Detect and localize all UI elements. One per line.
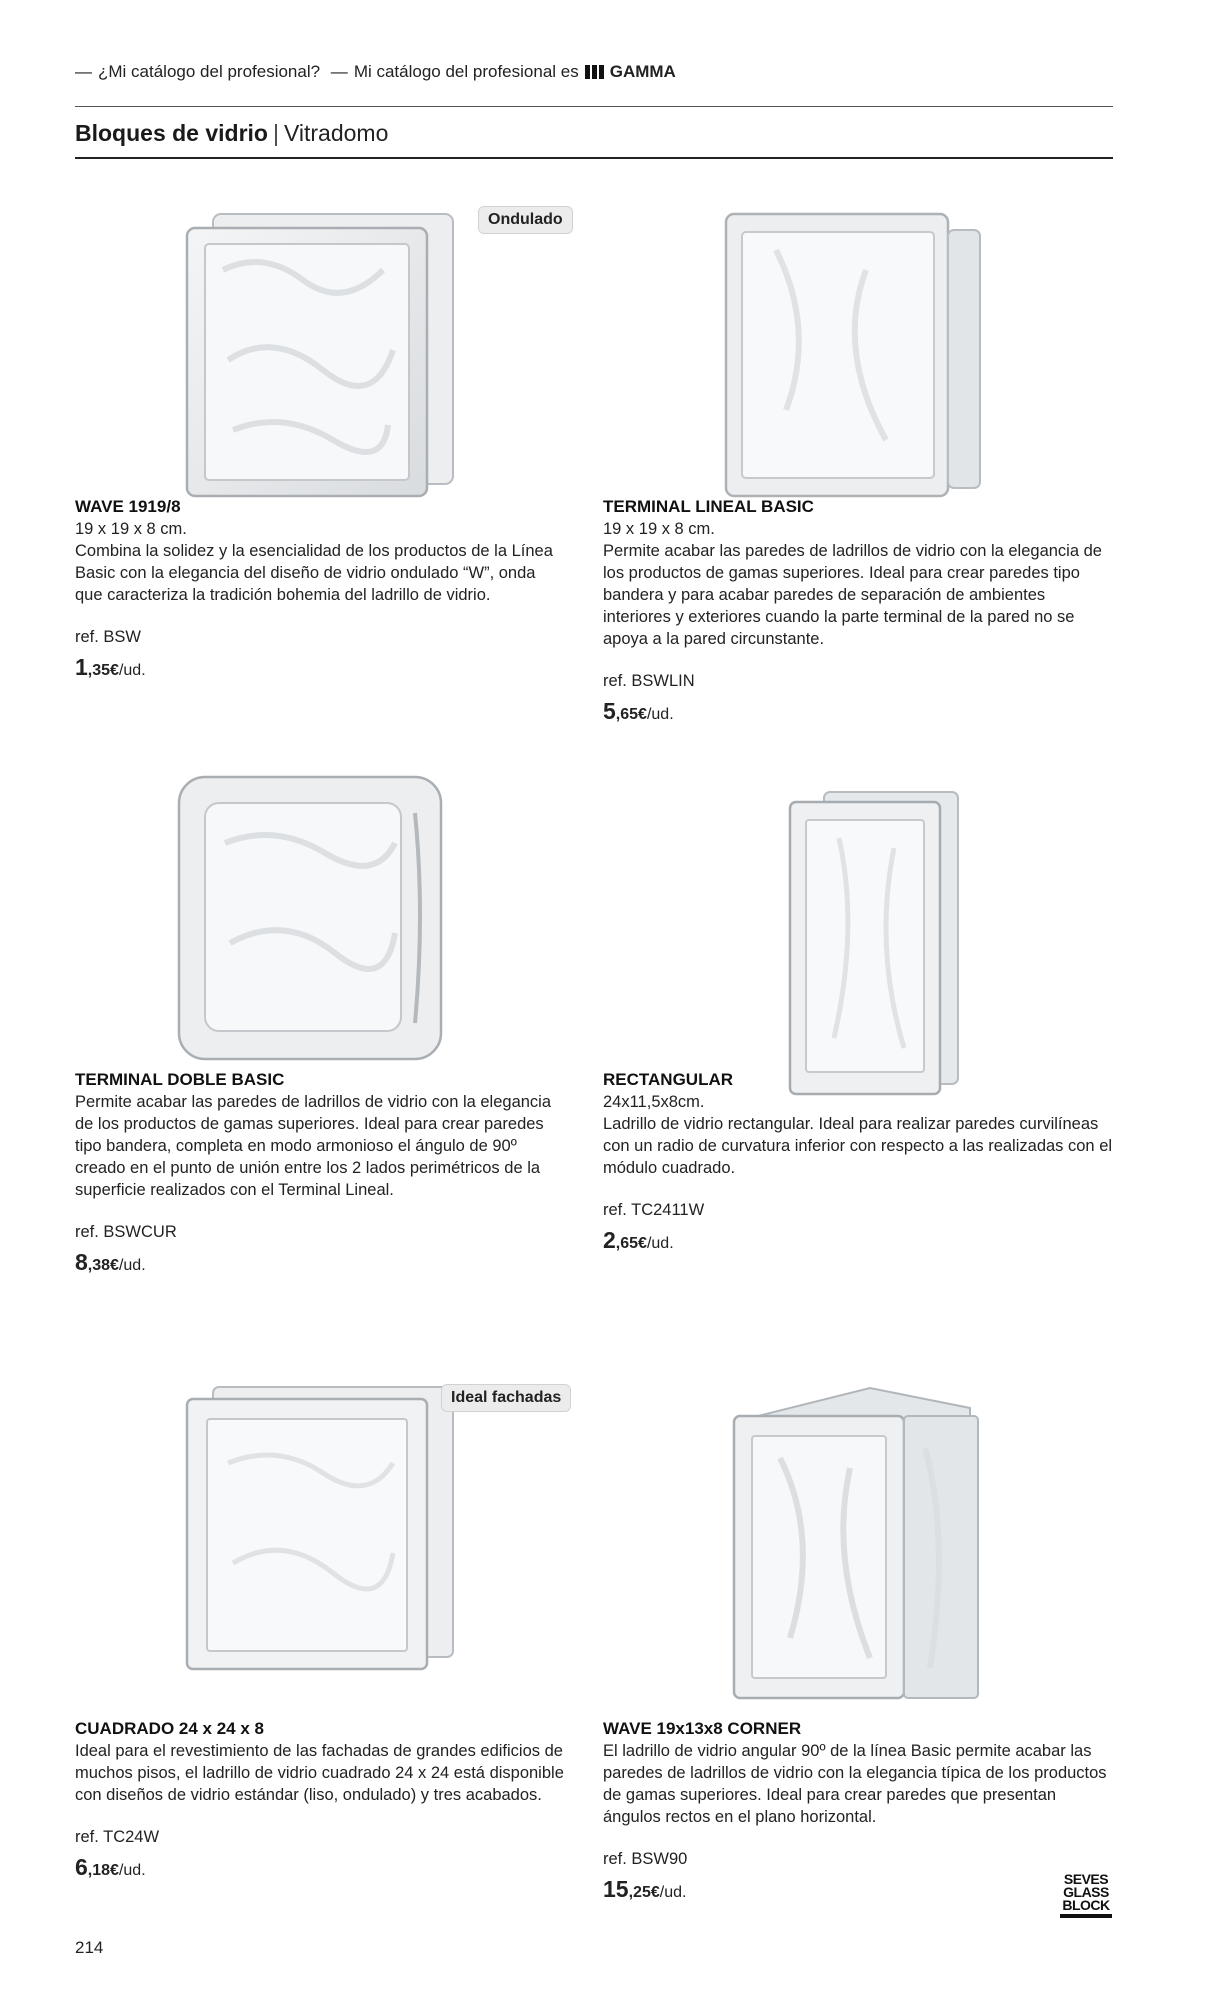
product-ref: ref. TC2411W bbox=[603, 1201, 705, 1219]
price-unit: /ud. bbox=[118, 1257, 146, 1274]
product-cuadrado bbox=[75, 1718, 580, 1882]
product-price bbox=[603, 700, 1113, 726]
product-image-terminal-lineal bbox=[716, 210, 986, 500]
price-integer: 2 bbox=[603, 1227, 616, 1253]
product-image-wave-corner bbox=[720, 1378, 990, 1708]
product-ref: ref. TC24W bbox=[75, 1828, 160, 1846]
product-name: WAVE 19x13x8 CORNER bbox=[603, 1719, 802, 1738]
product-image-rectangular bbox=[784, 788, 964, 1098]
page-title bbox=[75, 120, 388, 147]
product-dimensions: 24x11,5x8cm. bbox=[603, 1093, 705, 1111]
logo-line-1: SEVES bbox=[1063, 1871, 1109, 1887]
product-rectangular bbox=[603, 1069, 1113, 1255]
product-ref: ref. BSW90 bbox=[603, 1850, 688, 1868]
product-price bbox=[603, 1878, 1113, 1904]
product-ref: ref. BSWCUR bbox=[75, 1223, 177, 1241]
price-unit: /ud. bbox=[659, 1884, 687, 1901]
brand-name: GAMMA bbox=[609, 62, 676, 81]
header-divider bbox=[75, 106, 1113, 107]
price-unit: /ud. bbox=[118, 1862, 146, 1879]
price-integer: 1 bbox=[75, 654, 88, 680]
catalog-tagline bbox=[75, 62, 676, 82]
price-currency: € bbox=[110, 662, 119, 679]
product-name: CUADRADO 24 x 24 x 8 bbox=[75, 1719, 264, 1738]
tagline-question: ¿Mi catálogo del profesional? bbox=[98, 62, 321, 81]
price-integer: 15 bbox=[603, 1876, 629, 1902]
tagline-dash-1: — bbox=[75, 62, 92, 81]
price-integer: 8 bbox=[75, 1249, 88, 1275]
gamma-brand-logo bbox=[585, 62, 676, 82]
product-description: El ladrillo de vidrio angular 90º de la línea Basic permite acabar las paredes de ladrillos de vidrio con la elegancia típica de los productos de gamas superiores. Ideal para crear paredes que presentan ángulos rectos en el plano horizontal. bbox=[603, 1742, 1107, 1826]
page-title-sub: Vitradomo bbox=[283, 120, 389, 146]
product-name: TERMINAL DOBLE BASIC bbox=[75, 1070, 285, 1089]
page-number: 214 bbox=[75, 1938, 104, 1957]
tagline-answer: Mi catálogo del profesional es bbox=[353, 62, 579, 81]
product-price bbox=[75, 1856, 580, 1882]
product-description: Ideal para el revestimiento de las fachadas de grandes edificios de muchos pisos, el ladrillo de vidrio cuadrado 24 x 24 está disponible con diseños de vidrio estándar (liso, ondulado) y tres acabados. bbox=[75, 1742, 564, 1804]
price-decimals: ,65 bbox=[615, 1235, 639, 1252]
product-description: Permite acabar las paredes de ladrillos de vidrio con la elegancia de los productos de gamas superiores. Ideal para crear paredes tipo bandera y para acabar paredes de separación de ambientes interiores y exteriores cuando la parte terminal de la pared no se apoya a la pared circunstante. bbox=[603, 542, 1102, 648]
product-image-terminal-doble bbox=[175, 773, 445, 1063]
product-wave-corner bbox=[603, 1718, 1113, 1904]
price-integer: 6 bbox=[75, 1854, 88, 1880]
price-currency: € bbox=[638, 706, 647, 723]
price-currency: € bbox=[110, 1862, 119, 1879]
product-terminal-lineal bbox=[603, 496, 1113, 726]
price-unit: /ud. bbox=[646, 1235, 674, 1252]
product-ref: ref. BSWLIN bbox=[603, 672, 695, 690]
product-image-cuadrado bbox=[183, 1383, 458, 1673]
price-decimals: ,38 bbox=[87, 1257, 111, 1274]
product-description: Permite acabar las paredes de ladrillos de vidrio con la elegancia de los productos de gamas superiores. Ideal para crear paredes tipo bandera, completa en modo armonioso el ángulo de 90º creado en el punto de unión entre los 2 lados perimétricos de la superficie realizados con el Terminal Lineal. bbox=[75, 1093, 552, 1199]
product-description: Ladrillo de vidrio rectangular. Ideal para realizar paredes curvilíneas con un radio de curvatura inferior con respecto a las realizadas con el módulo cuadrado. bbox=[603, 1115, 1113, 1177]
price-unit: /ud. bbox=[118, 662, 146, 679]
product-price bbox=[75, 656, 565, 682]
product-name: RECTANGULAR bbox=[603, 1070, 734, 1089]
product-description: Combina la solidez y la esencialidad de los productos de la Línea Basic con la elegancia del diseño de vidrio ondulado “W”, onda que caracteriza la tradición bohemia del ladrillo de vidrio. bbox=[75, 542, 553, 604]
seves-glass-block-logo bbox=[1060, 1873, 1112, 1918]
logo-line-2: GLASS bbox=[1063, 1884, 1109, 1900]
product-ref: ref. BSW bbox=[75, 628, 142, 646]
product-image-wave-1919 bbox=[183, 210, 458, 500]
title-divider bbox=[75, 157, 1113, 159]
product-wave-1919 bbox=[75, 496, 565, 682]
product-price bbox=[75, 1251, 570, 1277]
price-currency: € bbox=[110, 1257, 119, 1274]
product-terminal-doble bbox=[75, 1069, 570, 1277]
badge-ondulado: Ondulado bbox=[478, 206, 573, 234]
price-decimals: ,65 bbox=[615, 706, 639, 723]
price-integer: 5 bbox=[603, 698, 616, 724]
product-dimensions: 19 x 19 x 8 cm. bbox=[75, 520, 187, 538]
price-decimals: ,25 bbox=[628, 1884, 651, 1901]
price-currency: € bbox=[638, 1235, 647, 1252]
price-unit: /ud. bbox=[646, 706, 674, 723]
gamma-mark-icon bbox=[585, 65, 604, 79]
page-title-separator: | bbox=[272, 120, 279, 146]
logo-underline bbox=[1060, 1914, 1112, 1918]
product-name: TERMINAL LINEAL BASIC bbox=[603, 497, 814, 516]
product-dimensions: 19 x 19 x 8 cm. bbox=[603, 520, 715, 538]
logo-line-3: BLOCK bbox=[1062, 1897, 1110, 1913]
product-name: WAVE 1919/8 bbox=[75, 497, 181, 516]
page-title-main: Bloques de vidrio bbox=[75, 120, 268, 146]
price-decimals: ,18 bbox=[87, 1862, 111, 1879]
price-decimals: ,35 bbox=[87, 662, 111, 679]
product-price bbox=[603, 1229, 1113, 1255]
price-currency: € bbox=[650, 1884, 660, 1901]
tagline-dash-2: — bbox=[326, 62, 348, 81]
badge-ideal-fachadas: Ideal fachadas bbox=[441, 1384, 571, 1412]
